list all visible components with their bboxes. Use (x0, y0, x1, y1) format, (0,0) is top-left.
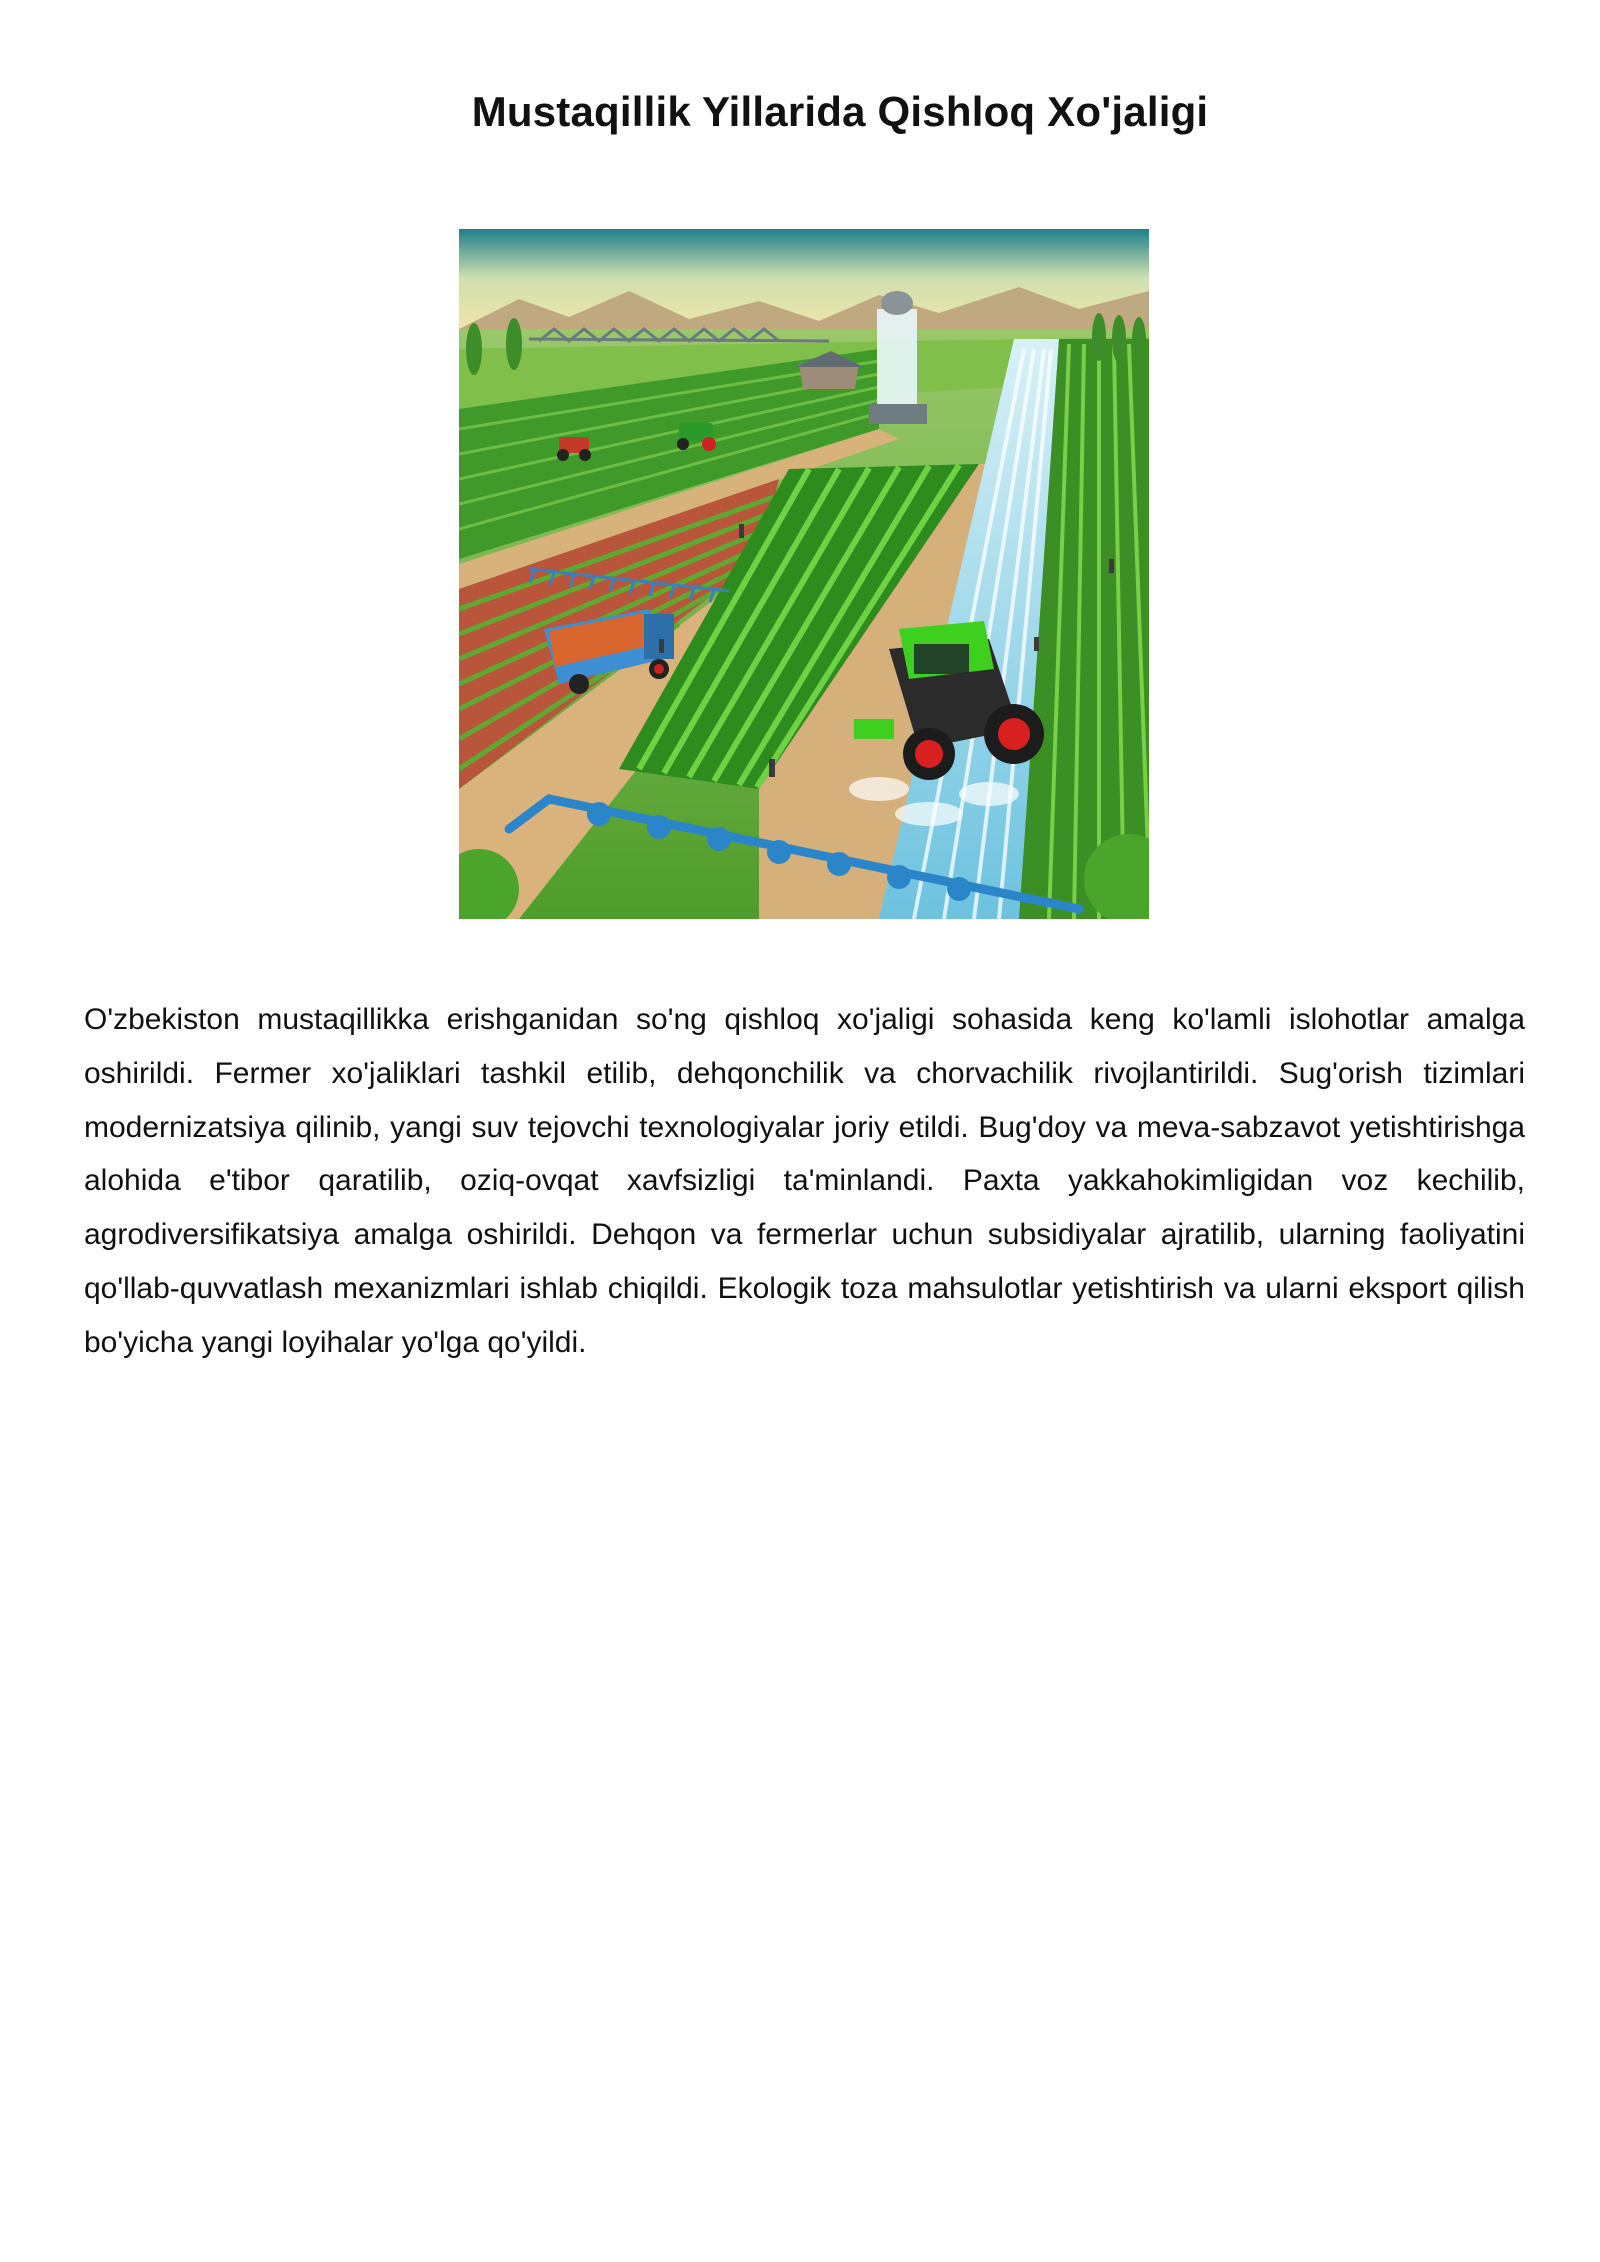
farm-landscape-illustration (459, 229, 1149, 919)
body-paragraph: O'zbekiston mustaqillikka erishganidan so'ng qishloq xo'jaligi sohasida keng ko'lamli islohotlar amalga oshirildi. Fermer xo'jaliklari tashkil etilib, dehqonchilik va chorvachilik rivojlantirildi. Sug'orish tizimlari modernizatsiya qilinib, yangi suv tejovchi texnologiyalar joriy etildi. Bug'doy va meva-sabzavot yetishtirishga alohida e'tibor qaratilib, oziq-ovqat xavfsizligi ta'minlandi. Paxta yakkahokimligidan voz kechilib, agrodiversifikatsiya amalga oshirildi. Dehqon va fermerlar uchun subsidiyalar ajratilib, ularning faoliyatini qo'llab-quvvatlash mexanizmlari ishlab chiqildi. Ekologik toza mahsulotlar yetishtirish va ularni eksport qilish bo'yicha yangi loyihalar yo'lga qo'yildi. (84, 1003, 1525, 1359)
page-title: Mustaqillik Yillarida Qishloq Xo'jaligi (471, 88, 1209, 135)
